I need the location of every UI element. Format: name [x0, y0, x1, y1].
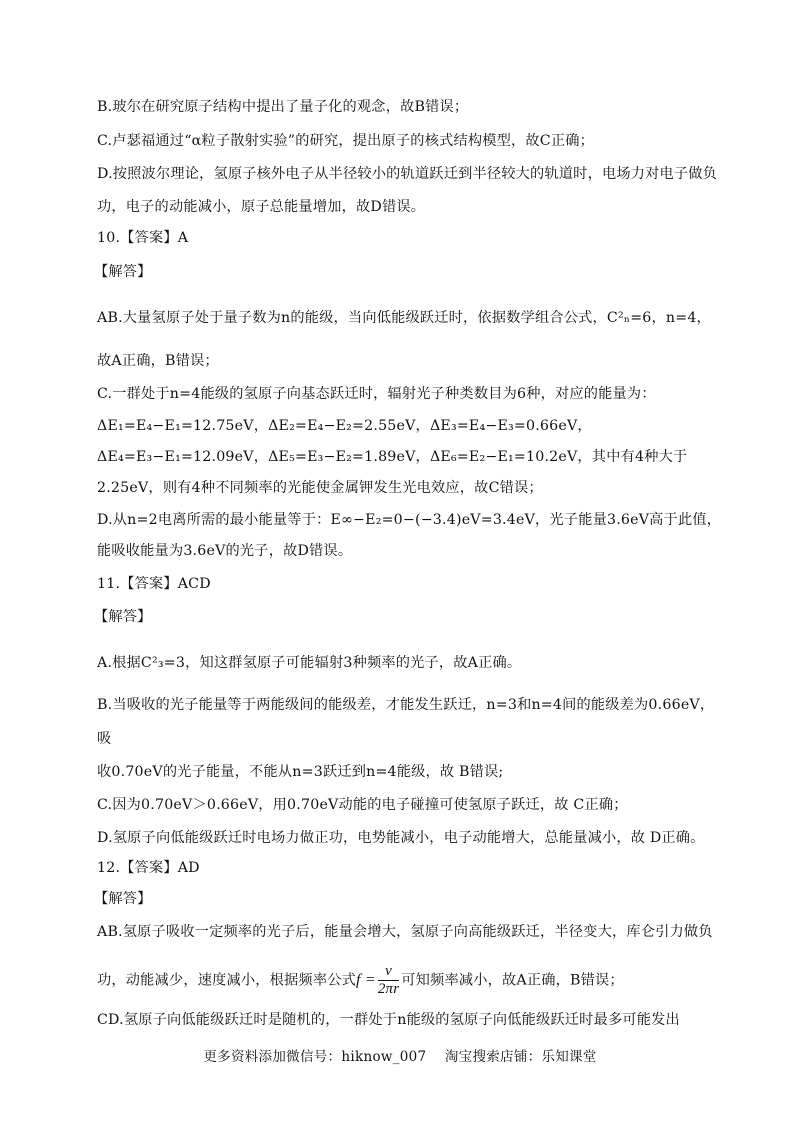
q10-c-line-conclusion: 2.25eV，则有4种不同频率的光能使金属钾发生光电效应，故C错误；	[97, 480, 543, 496]
q12-cd-line1: CD.氢原子向低能级跃迁时是随机的，一群处于n能级的氢原子向低能级跃迁时最多可能发出	[97, 1012, 680, 1028]
formula-denominator: 2πr	[377, 981, 400, 997]
q11-a-line: A.根据C²₃=3，知这群氢原子可能辐射3种频率的光子，故A正确。	[97, 655, 522, 671]
q10-c-line1: C.一群处于n=4能级的氢原子向基态跃迁时，辐射光子种类数目为6种，对应的能量为：	[97, 386, 656, 402]
q10-c-energy-row1: ΔE₁=E₄−E₁=12.75eV，ΔE₂=E₄−E₂=2.55eV，ΔE₃=E₄−E₃=0.66eV，	[97, 418, 592, 434]
q11-c-line: C.因为0.70eV＞0.66eV，用0.70eV动能的电子碰撞可使氢原子跃迁，故 C正确；	[97, 797, 628, 813]
q10-answer-heading: 10.【答案】A	[97, 230, 189, 246]
formula-lhs: f =	[355, 971, 376, 989]
q10-ab-line2: 故A正确，B错误；	[97, 353, 219, 369]
q10-ab-line1: AB.大量氢原子处于量子数为n的能级，当向低能级跃迁时，依据数学组合公式，C²ₙ=6，n=4，	[97, 310, 711, 326]
q9-option-d-line2: 功，电子的动能减小，原子总能量增加，故D错误。	[97, 199, 426, 215]
formula-numerator: v	[378, 963, 399, 981]
q11-solution-heading: 【解答】	[94, 609, 152, 625]
q12-ab-line2-prefix: 功，动能减少，速度减小，根据频率公式	[97, 972, 356, 989]
q12-ab-line2-suffix: 可知频率减小，故A正确，B错误；	[401, 972, 624, 989]
q11-d-line: D.氢原子向低能级跃迁时电场力做正功，电势能减小，电子动能增大，总能量减小，故 D正确。	[97, 830, 705, 846]
q9-option-c: C.卢瑟福通过“α粒子散射实验”的研究，提出原子的核式结构模型，故C正确；	[97, 133, 595, 149]
q12-solution-heading: 【解答】	[94, 891, 152, 907]
q12-ab-line1: AB.氢原子吸收一定频率的光子后，能量会增大，氢原子向高能级跃迁，半径变大，库仑引力做负	[97, 924, 713, 940]
q11-b-line2: 吸	[97, 731, 112, 747]
page-footer: 更多资料添加微信号：hiknow_007 淘宝搜索店铺：乐知课堂	[203, 1049, 597, 1065]
q11-answer-heading: 11.【答案】ACD	[97, 576, 211, 592]
q10-d-line1: D.从n=2电离所需的最小能量等于：E∞−E₂=0−(−3.4)eV=3.4eV，光子能量3.6eV高于此值，	[97, 512, 722, 528]
q10-d-line2: 能吸收能量为3.6eV的光子，故D错误。	[97, 543, 353, 559]
q12-ab-line2	[97, 963, 624, 998]
frequency-formula-fraction	[378, 963, 399, 998]
q9-option-b: B.玻尔在研究原子结构中提出了量子化的观念，故B错误；	[97, 99, 469, 115]
q11-b-line1: B.当吸收的光子能量等于两能级间的能级差，才能发生跃迁，n=3和n=4间的能级差为0.66eV，	[97, 697, 715, 713]
q10-c-energy-row2: ΔE₄=E₃−E₁=12.09eV，ΔE₅=E₃−E₂=1.89eV，ΔE₆=E₂−E₁=10.2eV，其中有4种大于	[97, 449, 688, 465]
q12-answer-heading: 12.【答案】AD	[97, 860, 200, 876]
q9-option-d-line1: D.按照波尔理论，氢原子核外电子从半径较小的轨道跃迁到半径较大的轨道时，电场力对电子做负	[97, 166, 718, 182]
q10-solution-heading: 【解答】	[94, 264, 152, 280]
q11-b-line3: 收0.70eV的光子能量，不能从n=3跃迁到n=4能级，故 B错误;	[97, 764, 504, 780]
